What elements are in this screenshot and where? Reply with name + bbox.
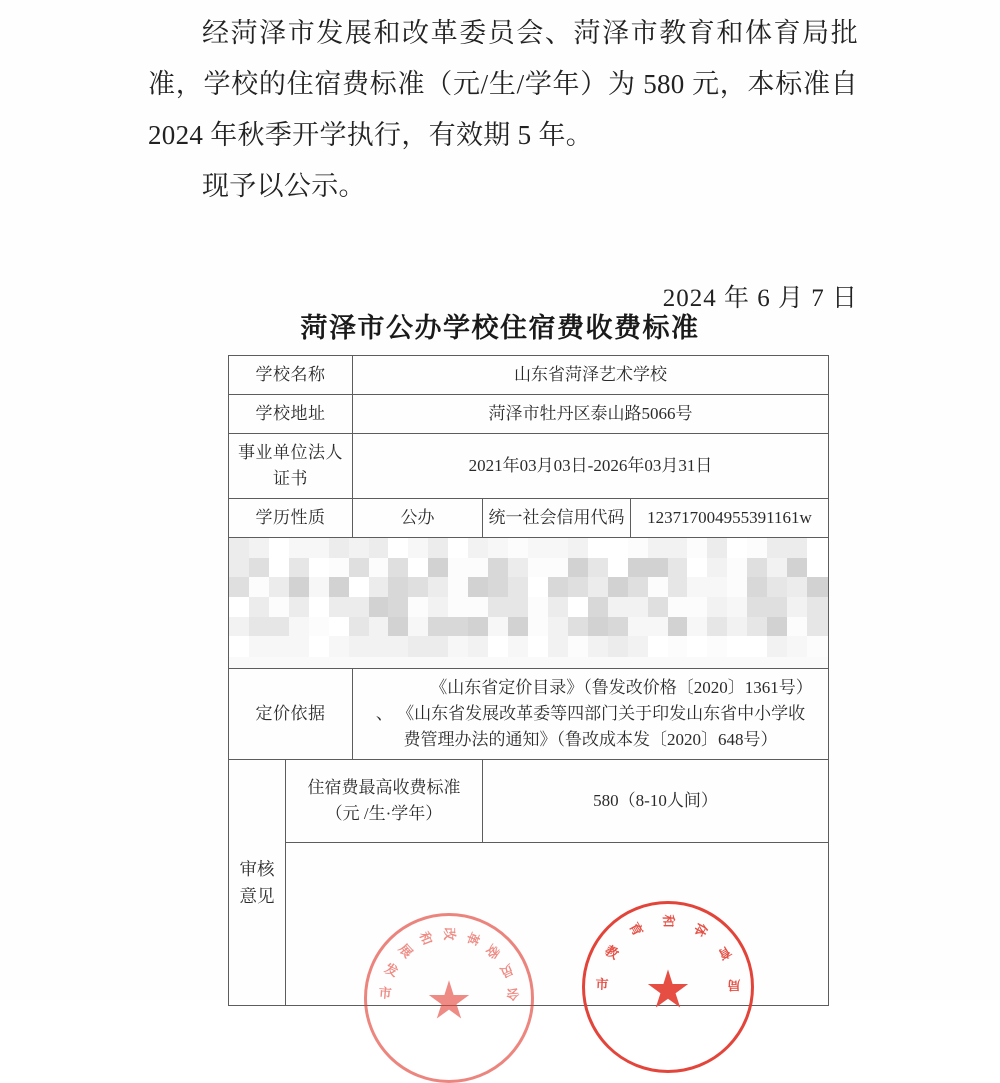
fee-standard-table-wrapper [228, 355, 828, 1006]
cell-fee-standard-value: 580（8-10人间） [483, 760, 829, 843]
pricing-basis-line1: 《山东省定价目录》（鲁发改价格〔2020〕1361号） [430, 678, 813, 697]
paragraph-notice: 现予以公示。 [202, 171, 366, 201]
table-row-redacted [229, 538, 829, 669]
table-row-pricing-basis [229, 669, 829, 760]
education-sports-bureau-seal [582, 901, 754, 1073]
review-label-line2: 意见 [239, 885, 275, 906]
legal-cert-label-line1: 事业单位法人 [238, 443, 343, 462]
cell-pricing-basis-label: 定价依据 [229, 669, 353, 760]
development-reform-commission-seal [364, 913, 534, 1083]
pricing-basis-line3: 费管理办法的通知》（鲁改成本发〔2020〕648号） [403, 730, 778, 749]
cell-review-opinion-stamps [286, 843, 829, 1006]
document-date: 2024 年 6 月 7 日 [662, 285, 858, 312]
seal-2-ring-text: 市 教 育 和 体 育 局 [595, 914, 741, 993]
table-row-fee-standard [229, 760, 829, 843]
cell-school-name-value: 山东省菏泽艺术学校 [353, 356, 829, 395]
redaction-mosaic [229, 538, 828, 668]
cell-education-nature-value: 公办 [353, 499, 483, 538]
fee-standard-table [228, 355, 829, 1006]
cell-school-address-label: 学校地址 [229, 395, 353, 434]
seal-1-ring-text: 市 发 展 和 改 革 委 员 会 [378, 927, 520, 1002]
cell-school-address-value: 菏泽市牡丹区泰山路5066号 [353, 395, 829, 434]
table-row-legal-person-cert [229, 434, 829, 499]
paragraph-approval: 经菏泽市发展和改革委员会、菏泽市教育和体育局批准，学校的住宿费标准（元/生/学年）为 580 元，本标准自 2024 年秋季开学执行，有效期 5 年。 [148, 18, 858, 150]
table-title: 菏泽市公办学校住宿费收费标准 [300, 313, 700, 343]
review-label-line1: 审核 [239, 858, 275, 879]
table-row-education-nature [229, 499, 829, 538]
cell-credit-code-label: 统一社会信用代码 [483, 499, 631, 538]
fee-label-line1: 住宿费最高收费标准 [307, 778, 461, 797]
cell-legal-person-cert-value: 2021年03月03日-2026年03月31日 [353, 434, 829, 499]
cell-pricing-basis-value [353, 669, 829, 760]
fee-label-line2: （元 /生·学年） [325, 804, 443, 823]
cell-credit-code-value: 123717004955391161w [631, 499, 829, 538]
cell-school-name-label: 学校名称 [229, 356, 353, 395]
body-text-block [148, 8, 858, 212]
cell-redacted-content [229, 538, 829, 669]
cell-review-opinion-label [229, 760, 286, 1006]
table-row-school-name [229, 356, 829, 395]
table-row-review-opinion [229, 843, 829, 1006]
pricing-basis-line2: 、 《山东省发展改革委等四部门关于印发山东省中小学收 [375, 704, 806, 723]
cell-legal-person-cert-label [229, 434, 353, 499]
cell-fee-standard-label [286, 760, 483, 843]
legal-cert-label-line2: 证书 [273, 469, 308, 488]
cell-education-nature-label: 学历性质 [229, 499, 353, 538]
table-row-school-address [229, 395, 829, 434]
